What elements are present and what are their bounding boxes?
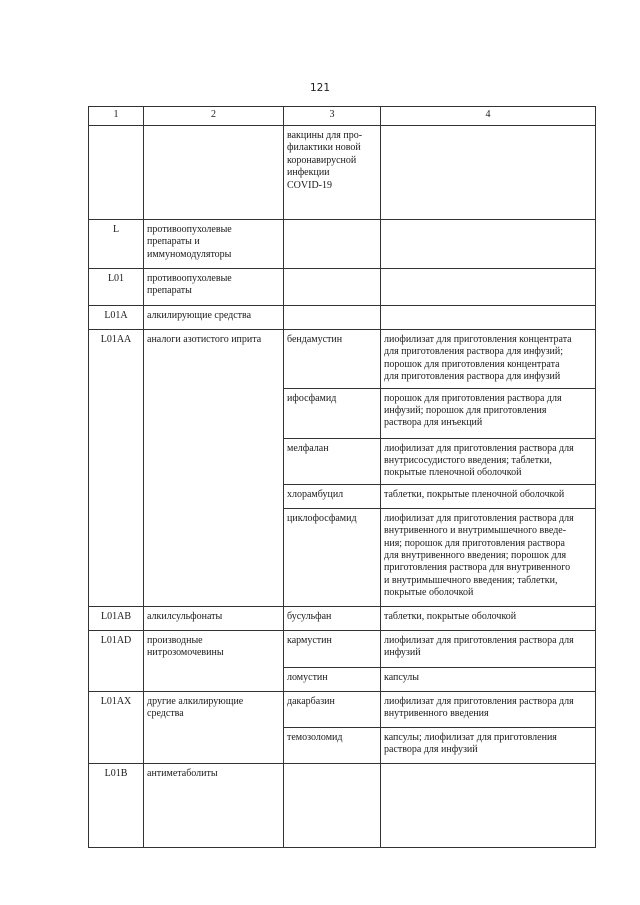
page-number: 121 <box>309 82 331 94</box>
form-cell: лиофилизат для приготовления раствора для внутрисосудистого введения; таблетки, покрытые пленочной оболочкой <box>381 438 596 484</box>
table-row <box>89 606 596 630</box>
group-cell: антиметаболиты <box>144 763 284 847</box>
group-cell: другие алкилирующие средства <box>144 691 284 763</box>
form-cell: лиофилизат для приготовления раствора для инфузий <box>381 630 596 667</box>
form-cell <box>381 269 596 306</box>
drug-cell: ломустин <box>284 667 381 691</box>
group-cell: противоопухолевые препараты <box>144 269 284 306</box>
atc-code-cell: L01B <box>89 763 144 847</box>
group-cell: аналоги азотистого иприта <box>144 330 284 607</box>
form-cell: таблетки, покрытые пленочной оболочкой <box>381 484 596 508</box>
atc-code-cell: L01AA <box>89 330 144 607</box>
table-row <box>89 763 596 847</box>
group-cell: производные нитрозомочевины <box>144 630 284 691</box>
drug-cell: темозоломид <box>284 727 381 763</box>
group-cell <box>144 126 284 220</box>
drug-cell: бусульфан <box>284 606 381 630</box>
group-cell: алкилсульфонаты <box>144 606 284 630</box>
drug-cell: хлорамбуцил <box>284 484 381 508</box>
form-cell: порошок для приготовления раствора для инфузий; порошок для приготовления раствора для инъекций <box>381 388 596 438</box>
atc-code-cell: L <box>89 220 144 269</box>
drug-cell: циклофосфамид <box>284 508 381 606</box>
atc-code-cell: L01AD <box>89 630 144 691</box>
atc-code-cell <box>89 126 144 220</box>
form-cell <box>381 763 596 847</box>
form-cell <box>381 126 596 220</box>
form-cell: лиофилизат для приготовления раствора для внутривенного введения <box>381 691 596 727</box>
drug-cell: мелфалан <box>284 438 381 484</box>
header-cell-1: 1 <box>89 107 144 126</box>
form-cell: капсулы; лиофилизат для приготовления раствора для инфузий <box>381 727 596 763</box>
header-cell-3: 3 <box>284 107 381 126</box>
table-header-row <box>89 107 596 126</box>
drug-cell: кармустин <box>284 630 381 667</box>
table-row <box>89 126 596 220</box>
atc-code-cell: L01AX <box>89 691 144 763</box>
drug-cell: ифосфамид <box>284 388 381 438</box>
atc-code-cell: L01A <box>89 306 144 330</box>
drug-cell: бендамустин <box>284 330 381 389</box>
table-row <box>89 630 596 667</box>
drug-cell <box>284 763 381 847</box>
form-cell: капсулы <box>381 667 596 691</box>
drug-cell <box>284 220 381 269</box>
drug-cell: дакарбазин <box>284 691 381 727</box>
table-row <box>89 220 596 269</box>
drug-table <box>88 106 596 848</box>
drug-cell: вакцины для про- филактики новой коронавирусной инфекции COVID-19 <box>284 126 381 220</box>
form-cell: лиофилизат для приготовления раствора для внутривенного и внутримышечного введе- ния; порошок для приготовления раствора для внутривенного введения; порошок для приготовления раствора для внутривенного и внутримышечного введения; таблетки, покрытые оболочкой <box>381 508 596 606</box>
table-row <box>89 269 596 306</box>
drug-cell <box>284 306 381 330</box>
group-cell: алкилирующие средства <box>144 306 284 330</box>
form-cell: таблетки, покрытые оболочкой <box>381 606 596 630</box>
table-row <box>89 306 596 330</box>
atc-code-cell: L01 <box>89 269 144 306</box>
atc-code-cell: L01AB <box>89 606 144 630</box>
group-cell: противоопухолевые препараты и иммуномодуляторы <box>144 220 284 269</box>
header-cell-2: 2 <box>144 107 284 126</box>
header-cell-4: 4 <box>381 107 596 126</box>
table-row <box>89 330 596 389</box>
drug-cell <box>284 269 381 306</box>
form-cell: лиофилизат для приготовления концентрата для приготовления раствора для инфузий; порошок для приготовления концентрата для приготовления раствора для инфузий <box>381 330 596 389</box>
form-cell <box>381 220 596 269</box>
table-row <box>89 691 596 727</box>
form-cell <box>381 306 596 330</box>
